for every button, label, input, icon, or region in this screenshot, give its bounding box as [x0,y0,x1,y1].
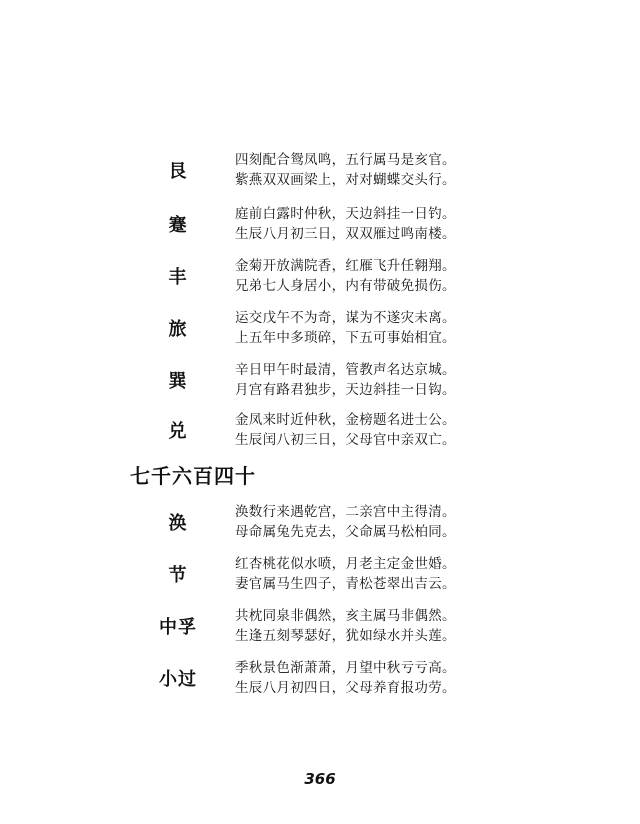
verse-line: 生逢五刻琴瑟好，犹如绿水并头莲。 [235,628,456,644]
entry-lv [0,308,640,352]
entry-label: 巽 [168,371,188,392]
entry-verse [235,308,535,348]
entry-label: 蹇 [168,215,188,236]
verse-line: 妻官属马生四子，青松苍翠出吉云。 [235,576,456,592]
entry-huan [0,502,640,546]
entry-verse [235,150,535,190]
verse-line: 庭前白露时仲秋，天边斜挂一日钓。 [235,206,456,222]
verse-line: 季秋景色渐萧萧，月望中秋亏亏高。 [235,660,456,676]
entry-jian [0,204,640,248]
entry-verse [235,256,535,296]
entry-feng [0,256,640,300]
verse-line: 四刻配合鸳凤鸣，五行属马是亥官。 [235,152,456,168]
verse-line: 金凤来时近仲秋，金榜题名进士公。 [235,412,456,428]
verse-line: 紫燕双双画梁上，对对蝴蝶交头行。 [235,172,456,188]
verse-line: 金菊开放满院香，红雁飞升任翱翔。 [235,258,456,274]
entry-verse [235,502,535,542]
verse-line: 兄弟七人身居小，内有带破免损伤。 [235,278,456,294]
entry-label: 旅 [168,319,188,340]
entry-verse [235,554,535,594]
verse-line: 生辰闰八初三日，父母官中亲双亡。 [235,432,456,448]
entry-zhongfu [0,606,640,650]
verse-line: 生辰八月初四日，父母养育报功劳。 [235,680,456,696]
entry-label: 艮 [168,161,188,182]
verse-line: 运交戊午不为奇，谋为不遂灾未离。 [235,310,456,326]
entry-verse [235,204,535,244]
entry-label: 涣 [168,513,188,534]
entry-label: 兑 [168,421,188,442]
entry-label: 丰 [168,267,188,288]
entry-label: 小过 [159,669,197,690]
verse-line: 月宫有路君独步，天边斜挂一日钩。 [235,382,456,398]
entry-verse [235,410,535,450]
verse-line: 涣数行来遇乾宫，二亲宫中主得清。 [235,504,456,520]
section-heading: 七千六百四十 [130,464,256,488]
verse-line: 母命属兔先克去，父命属马松柏同。 [235,524,456,540]
entry-verse [235,606,535,646]
entry-dui [0,410,640,454]
entry-xiaoguo [0,658,640,702]
entry-label: 中孚 [159,617,197,638]
verse-line: 上五年中多琐碎，下五可事始相宜。 [235,330,456,346]
entry-jie [0,554,640,598]
verse-line: 红杏桃花似水喷，月老主定金世婚。 [235,556,456,572]
verse-line: 辛日甲午时最清，管教声名达京城。 [235,362,456,378]
entry-xun [0,360,640,404]
entry-label: 节 [168,565,188,586]
entry-verse [235,658,535,698]
verse-line: 共枕同泉非偶然，亥主属马非偶然。 [235,608,456,624]
verse-line: 生辰八月初三日，双双雁过鸣南楼。 [235,226,456,242]
entry-verse [235,360,535,400]
page-number: 366 [304,770,336,788]
entry-gen [0,150,640,194]
